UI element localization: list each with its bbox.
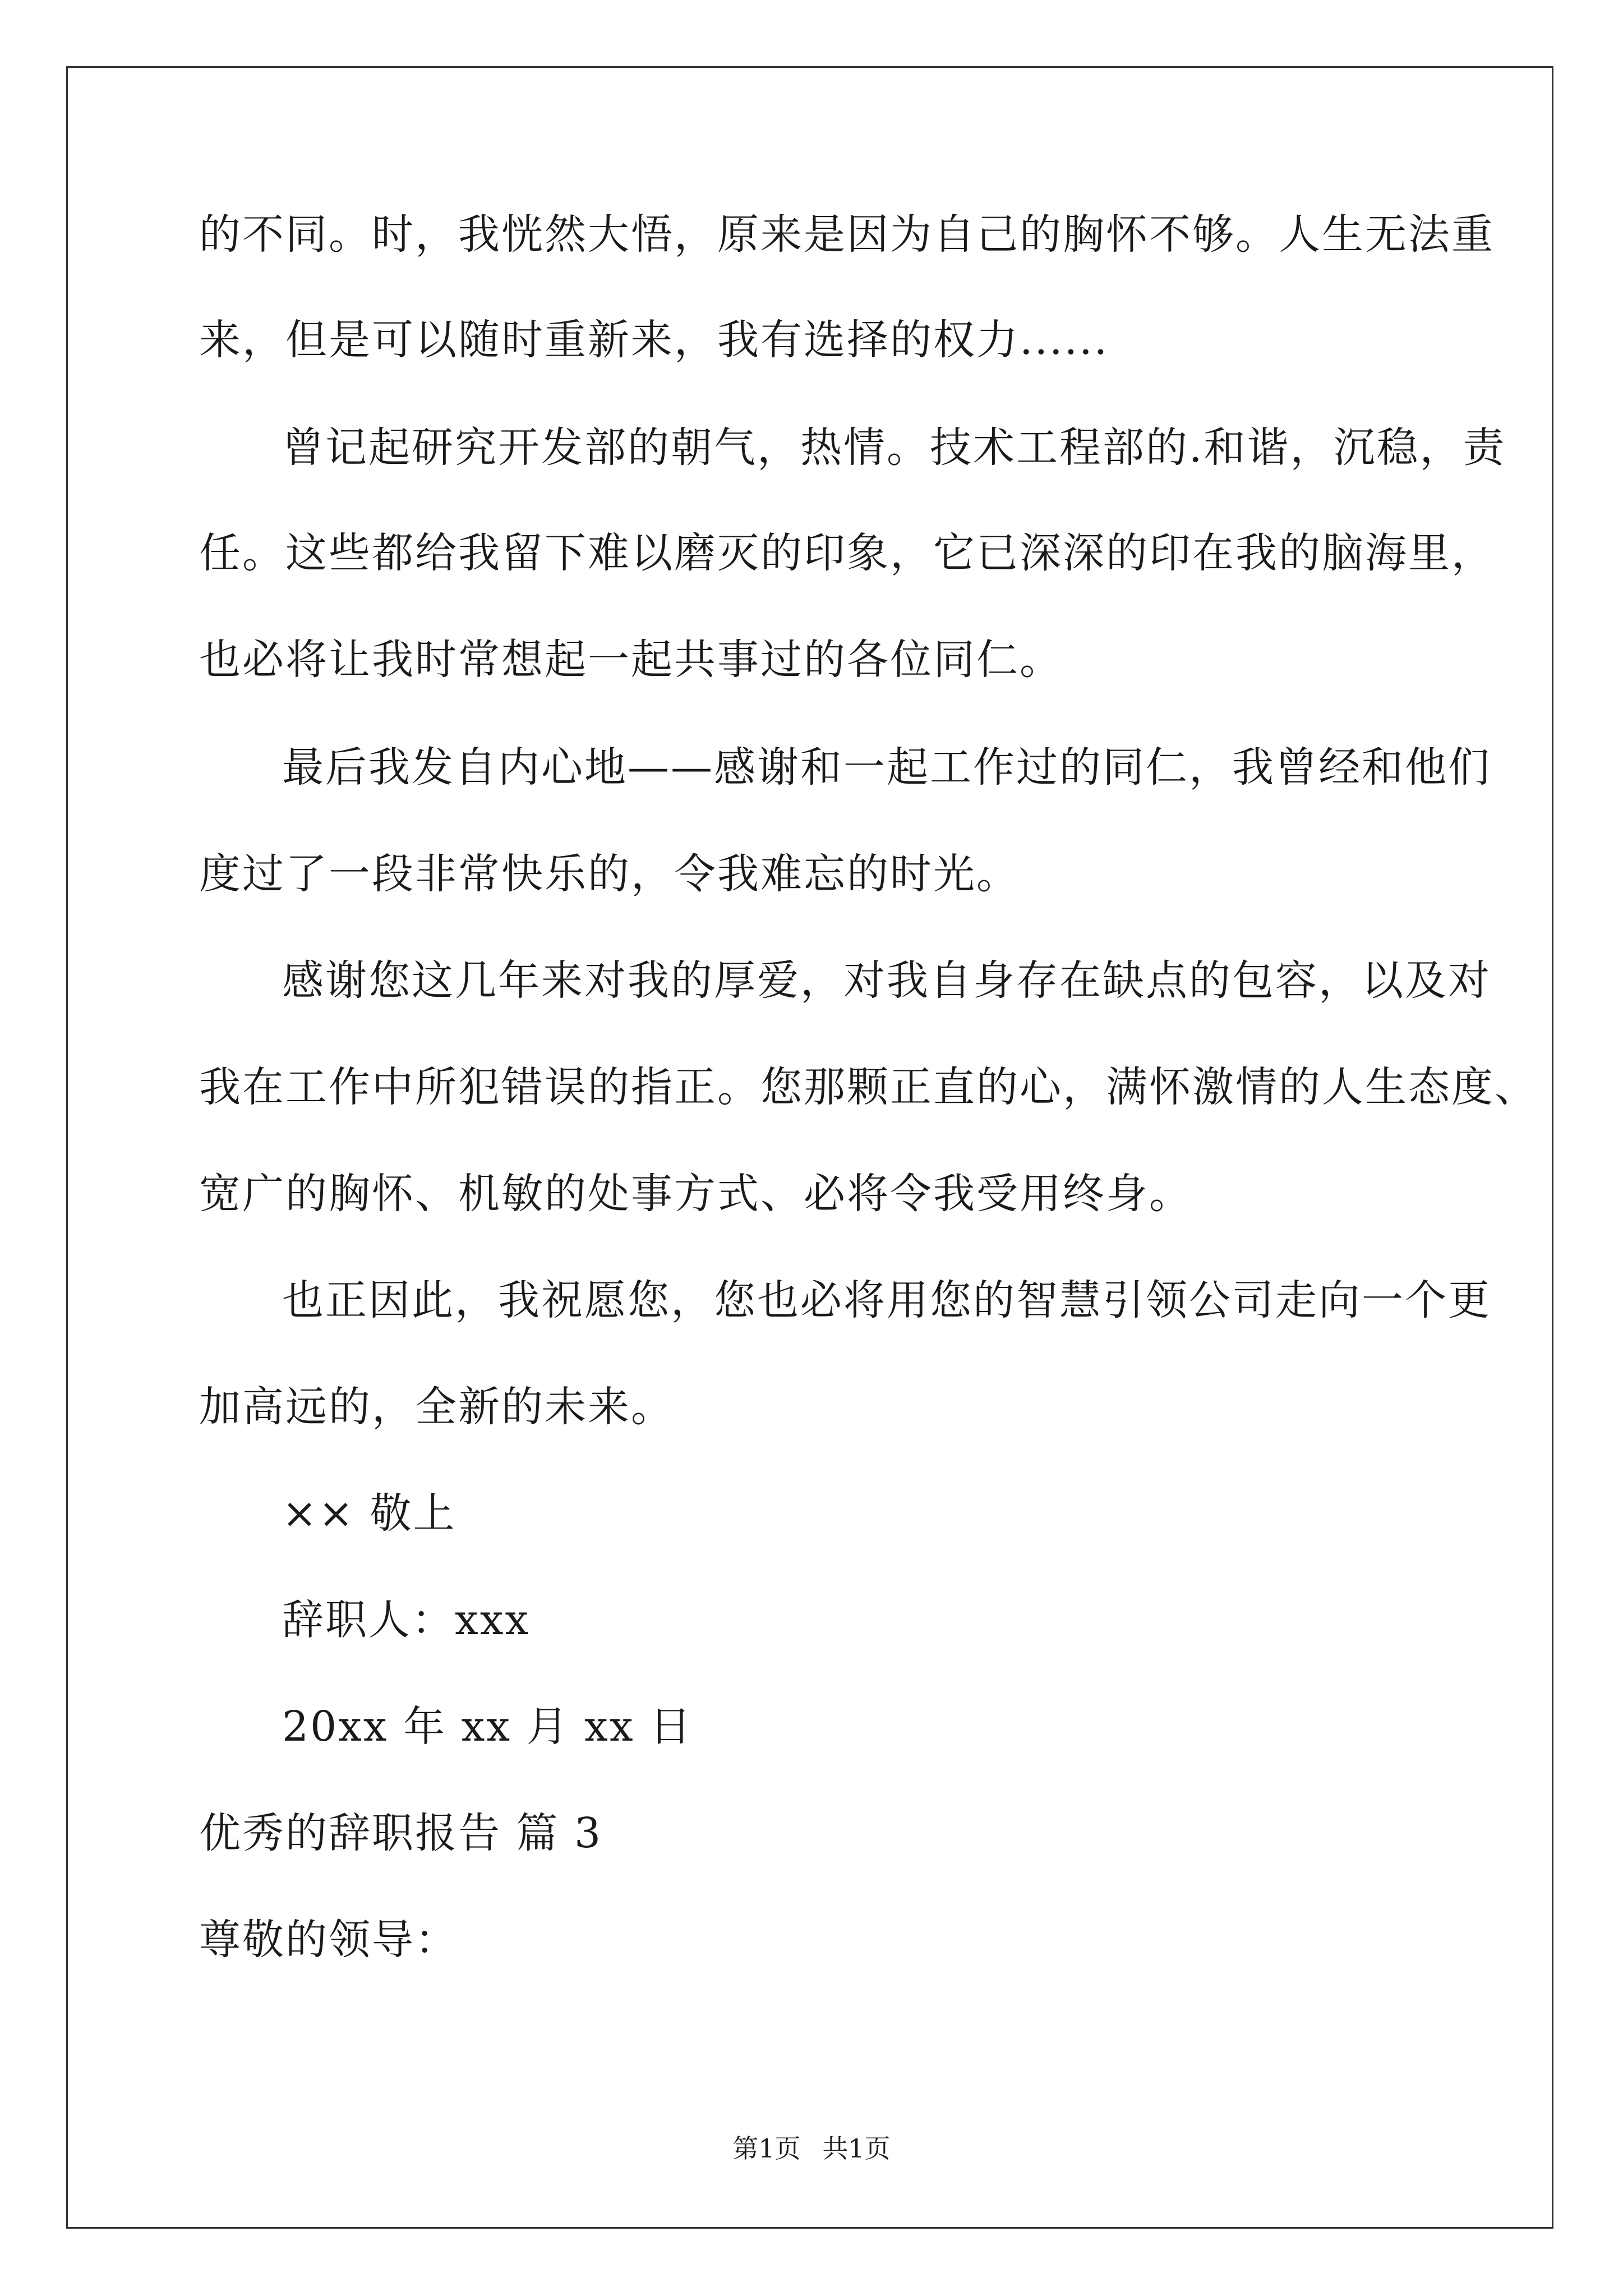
paragraph-line: 的不同。时，我恍然大悟，原来是因为自己的胸怀不够。人生无法重 [199,210,1495,259]
salutation-line: 尊敬的领导： [199,1916,458,1964]
paragraph-line: 也正因此，我祝愿您，您也必将用您的智慧引领公司走向一个更 [282,1276,1491,1324]
paragraph-line: 也必将让我时常想起一起共事过的各位同仁。 [199,636,1063,684]
section-heading: 优秀的辞职报告 篇 3 [199,1809,603,1857]
page-total: 共1页 [822,2133,891,2164]
paragraph-line: 来，但是可以随时重新来，我有选择的权力...... [199,316,1109,364]
paragraph-line: 任。这些都给我留下难以磨灭的印象，它已深深的印在我的脑海里， [199,529,1495,577]
signature-line: ×× 敬上 [282,1489,457,1538]
resigner-line: 辞职人：xxx [282,1596,531,1644]
paragraph-line: 加高远的，全新的未来。 [199,1383,674,1431]
paragraph-line: 曾记起研究开发部的朝气，热情。技术工程部的.和谐，沉稳，责 [282,424,1506,472]
page-number: 第1页 [732,2133,801,2164]
paragraph-line: 我在工作中所犯错误的指正。您那颗正直的心，满怀激情的人生态度、 [199,1063,1538,1111]
date-line: 20xx 年 xx 月 xx 日 [282,1703,693,1751]
paragraph-line: 宽广的胸怀、机敏的处事方式、必将令我受用终身。 [199,1170,1192,1218]
paragraph-line: 度过了一段非常快乐的，令我难忘的时光。 [199,850,1020,898]
paragraph-line: 感谢您这几年来对我的厚爱，对我自身存在缺点的包容，以及对 [282,956,1491,1005]
paragraph-line: 最后我发自内心地——感谢和一起工作过的同仁，我曾经和他们 [282,743,1491,792]
page-footer [0,2132,1623,2165]
page-border [66,66,1553,2229]
